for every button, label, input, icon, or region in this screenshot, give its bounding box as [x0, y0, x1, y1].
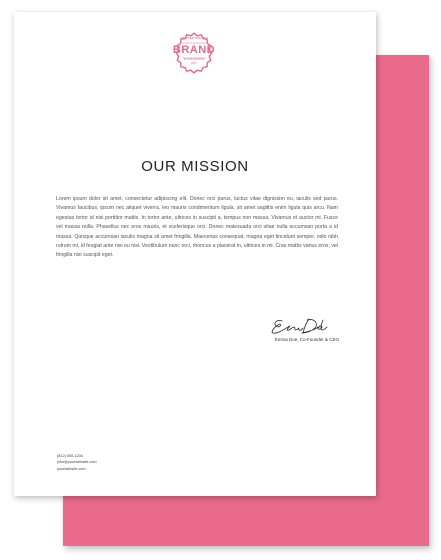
contact-block	[57, 453, 97, 472]
contact-website[interactable]: yourwebsite.com	[57, 466, 86, 471]
contact-phone: (812) 555-1234	[57, 454, 83, 458]
body-paragraph: Lorem ipsum dolor sit amet, consectetur adipiscing elit. Donec orci purus, luctus vitae dignissim eu, iaculis sed purus. Vivamus faucibus, ipsum nec aliquet viverra, leo mauris condimentum ligula, sit amet sagittis enim ligula quis arcu. Nam egestas tortor id nisi porttitor mattis. In tortor ante, ultrices in suscipit a, tempus non massa. Vivamus et auctor mi. Fusce vel massa nulla. Phasellus nec eros mauris, et scelerisque orci. Donec malesuada orci vitae nulla accumsan porta a id massa. Quisque accumsan iaculis magna sit amet fringilla. Maecenas consequat, magna eget tincidunt semper, odio nibh rutrum mi, id feugiat ante nisi eu nisi. Vestibulum nunc orci, rhoncus a placerat in, ultrices in mi. Cras mattis varius eros, vel fringilla nisi suscipit eget.	[56, 196, 338, 259]
signature-image	[266, 315, 332, 337]
brand-logo	[170, 29, 218, 77]
logo-brand-name: BRAND	[172, 44, 216, 56]
contact-email[interactable]: john@yourwebsite.com	[57, 460, 97, 465]
logo-tagline: CRAFTED FOR YOU	[180, 37, 208, 40]
front-sheet	[14, 12, 376, 496]
logo-subtitle: STUDIO DESIGN	[183, 58, 205, 61]
signer-name: Emma Doe, Co-Founder & CEO	[274, 337, 339, 342]
logo-year: 2017	[191, 62, 197, 65]
page-title: OUR MISSION	[141, 158, 249, 175]
